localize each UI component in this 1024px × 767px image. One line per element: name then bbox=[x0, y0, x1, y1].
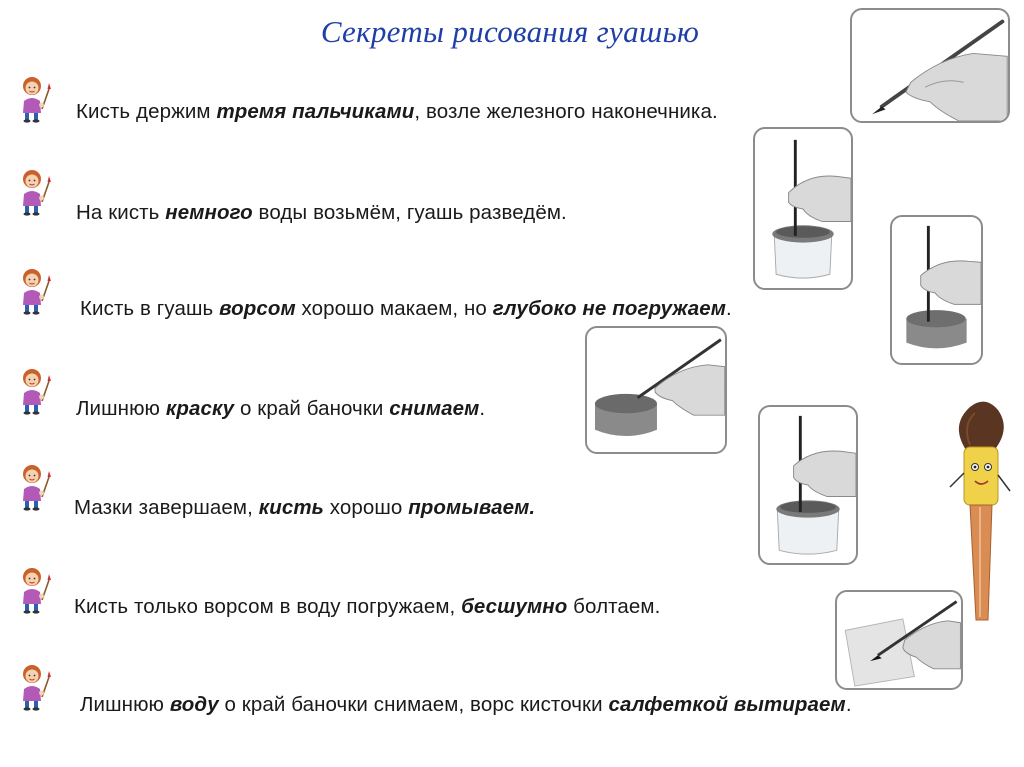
brush-in-water-jar-photo bbox=[753, 127, 853, 290]
line-text: Лишнюю bbox=[80, 693, 170, 716]
line-text: Мазки завершаем, bbox=[74, 496, 259, 519]
line-emphasis: немного bbox=[165, 201, 253, 224]
line-text: воды возьмём, гуашь разведём. bbox=[252, 201, 567, 224]
line-emphasis: глубоко не погружаем bbox=[492, 297, 727, 320]
line-text: хорошо bbox=[323, 496, 409, 519]
line-emphasis: тремя пальчиками bbox=[216, 100, 415, 123]
line-text: болтаем. bbox=[567, 595, 661, 618]
instruction-line bbox=[76, 100, 718, 124]
girl-painter-icon bbox=[18, 267, 52, 315]
instruction-line bbox=[74, 496, 535, 520]
line-text: о край баночки bbox=[234, 397, 390, 420]
rinsing-brush-photo bbox=[758, 405, 858, 565]
page-title: Секреты рисования гуашью bbox=[320, 14, 700, 49]
girl-painter-icon bbox=[18, 463, 52, 511]
line-text: хорошо макаем, но bbox=[295, 297, 493, 320]
line-emphasis: ворсом bbox=[219, 297, 296, 320]
line-emphasis: кисть bbox=[258, 496, 324, 519]
instruction-line bbox=[76, 201, 567, 225]
instruction-line bbox=[76, 397, 485, 421]
girl-painter-icon bbox=[18, 566, 52, 614]
line-emphasis: краску bbox=[165, 397, 235, 420]
girl-painter-icon bbox=[18, 367, 52, 415]
line-text: Кисть держим bbox=[76, 100, 217, 123]
line-text: . bbox=[479, 397, 486, 420]
girl-painter-icon bbox=[18, 168, 52, 216]
line-text: . bbox=[845, 693, 852, 716]
line-emphasis: снимаем bbox=[389, 397, 480, 420]
line-emphasis: промываем. bbox=[408, 496, 536, 519]
line-emphasis: бесшумно bbox=[461, 595, 568, 618]
line-text: о край баночки снимаем, ворс кисточки bbox=[218, 693, 609, 716]
line-emphasis: воду bbox=[169, 693, 219, 716]
line-text: Кисть в гуашь bbox=[80, 297, 220, 320]
line-text: . bbox=[726, 297, 732, 320]
girl-painter-icon bbox=[18, 663, 52, 711]
instruction-line bbox=[74, 595, 660, 619]
instruction-line bbox=[80, 693, 852, 717]
line-text: Кисть только ворсом в воду погружаем, bbox=[74, 595, 462, 618]
brush-character-icon bbox=[940, 395, 1022, 625]
girl-painter-icon bbox=[18, 75, 52, 123]
hand-holding-brush-photo bbox=[850, 8, 1010, 123]
instruction-line bbox=[80, 297, 732, 321]
line-text: На кисть bbox=[76, 201, 166, 224]
line-text: , возле железного наконечника. bbox=[414, 100, 718, 123]
line-text: Лишнюю bbox=[76, 397, 166, 420]
wiping-brush-on-jar-photo bbox=[585, 326, 727, 454]
line-emphasis: салфеткой вытираем bbox=[608, 693, 846, 716]
brush-in-paint-jar-photo bbox=[890, 215, 983, 365]
